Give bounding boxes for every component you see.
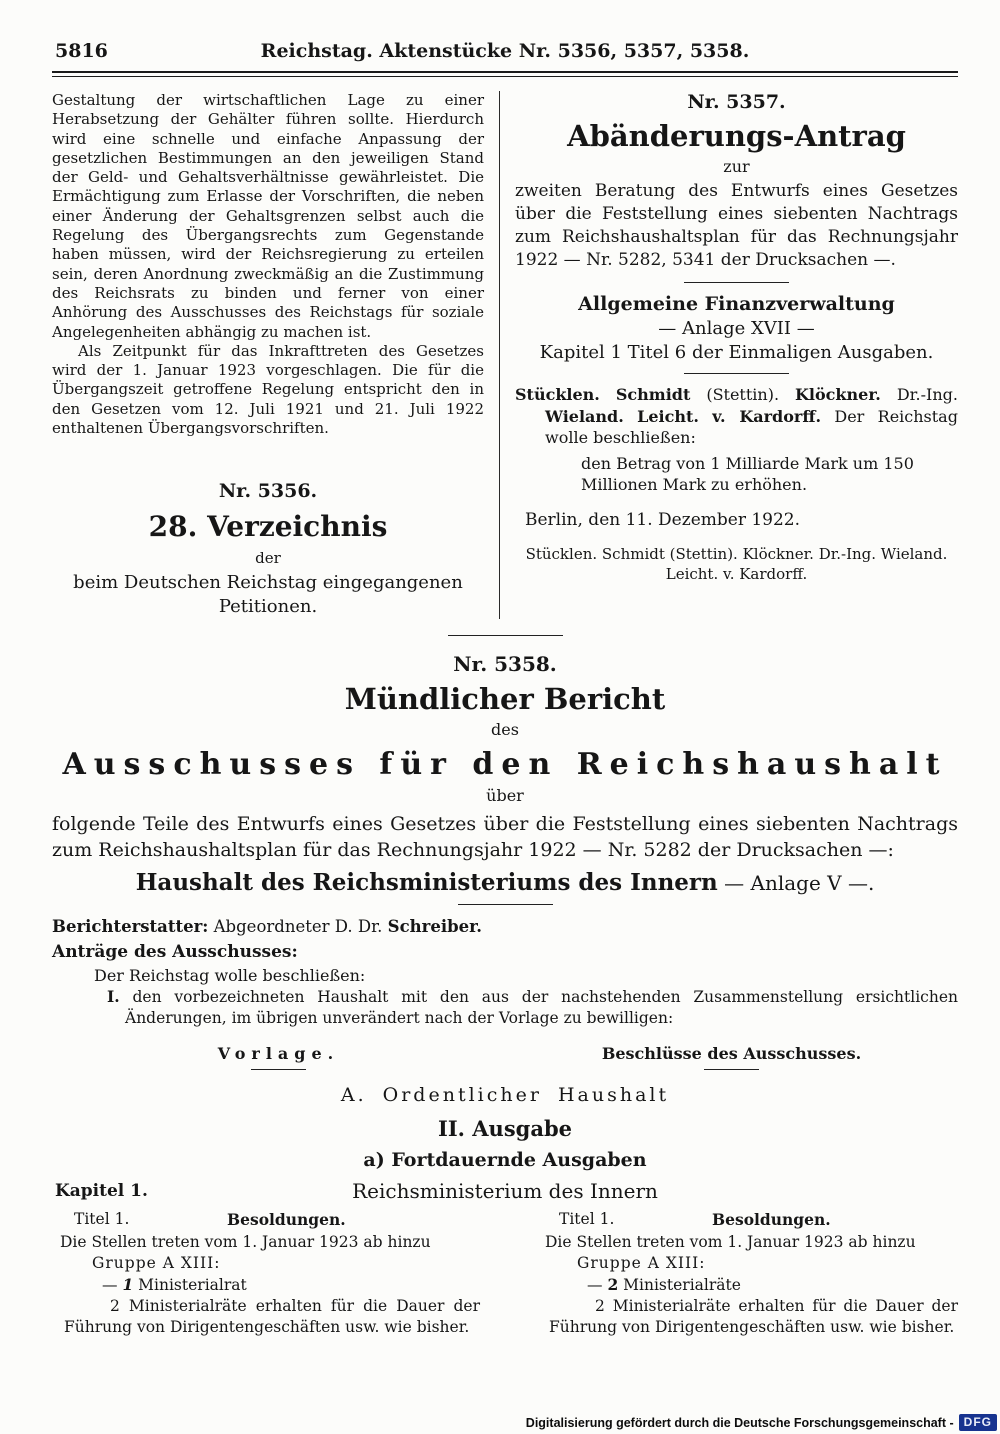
doc-5358-number: Nr. 5358.: [453, 652, 557, 677]
signature-line-2: Leicht. v. Kardorff.: [665, 564, 808, 583]
position-count: 2: [607, 1275, 619, 1295]
resolution-text: den Betrag von 1 Milliarde Mark um 150 Millionen Mark zu erhöhen.: [581, 453, 914, 494]
position-note: 2 Ministerialräte erhalten für die Dauer der Führung von Dirigentengeschäften usw. wie bisher.: [64, 1297, 480, 1337]
stellen-line: Die Stellen treten vom 1. Januar 1923 ab hinzu: [60, 1233, 431, 1252]
mover-city: (Stettin).: [706, 385, 780, 404]
motion-item-1-text: den vorbezeichneten Haushalt mit den aus der nachstehenden Zusammenstellung ersichtlichen Änderungen, im übrigen unverändert nach der Vorlage zu bewilligen:: [119, 988, 958, 1027]
doc-5357-title: Abänderungs-Antrag: [567, 119, 906, 153]
left-column: [52, 91, 499, 619]
position-title: Ministerialräte: [618, 1276, 741, 1295]
beschliessen-line: Der Reichstag wolle beschließen:: [94, 966, 366, 986]
antraege-heading: Anträge des Ausschusses:: [52, 942, 298, 963]
doc-5356-der: der: [255, 549, 281, 568]
doc-5358-des: des: [491, 720, 519, 740]
besoldungen-label: Besoldungen.: [227, 1210, 346, 1230]
paragraph-inkrafttreten: Als Zeitpunkt für das Inkrafttreten des Gesetzes wird der 1. Januar 1923 vorgeschlagen. Die für die Übergangszeit getroffene Regelung entspricht den in den Gesetzen vom 12. Juli 1921 und 21. Juli 1922 enthaltenen Übergangsvorschriften.: [52, 341, 484, 438]
date-line: Berlin, den 11. Dezember 1922.: [525, 509, 801, 530]
doc-5357-number: Nr. 5357.: [687, 91, 786, 113]
beschluesse-header: Beschlüsse des Ausschusses.: [601, 1044, 862, 1064]
page-title: Reichstag. Aktenstücke Nr. 5356, 5357, 5358.: [260, 40, 750, 62]
mover-title: Dr.-Ing.: [896, 385, 958, 404]
titel-label: Titel 1.: [74, 1210, 130, 1229]
committee-heading: Ausschusses für den Reichshaushalt: [62, 747, 948, 783]
section-a-sub-heading: a) Fortdauernde Ausgaben: [363, 1149, 647, 1172]
mover-name: Stücklen.: [515, 385, 600, 404]
doc-5356-number: Nr. 5356.: [218, 480, 318, 503]
haushalt-heading: [52, 869, 958, 896]
motion-lead: Der Reichstag wolle beschließen:: [545, 406, 958, 447]
ministerium-heading: Reichsministerium des Innern: [352, 1179, 658, 1204]
doc-5358-title: Mündlicher Bericht: [344, 682, 666, 717]
besoldungen-label: Besoldungen.: [712, 1210, 831, 1230]
mover-name: Klöckner.: [795, 385, 881, 404]
berichterstatter-mid: Abgeordneter D. Dr.: [208, 917, 388, 937]
continuation-paragraph: Gestaltung der wirtschaftlichen Lage zu einer Herabsetzung der Gehälter führen sollte. Hierdurch wird eine schnelle und einfache Anpassung der gesetzlichen Bestimmungen an den jeweiligen Stand der Geld- und Gehaltsverhältnisse gewährleistet. Die Ermächtigung zum Erlasse der Vorschriften, die neben einer Änderung der Gehaltsgrenzen selbst auch die Regelung des Übergangsrechts zum Gegenstande haben müssen, wird der Reichsregierung zu erteilen sein, deren Anordnung zweckmäßig an die Zustimmung des Reichsrats zu binden und ferner von einer Anhörung des Ausschusses des Reichstags für soziale Angelegenheiten abhängig zu machen ist.: [52, 91, 484, 341]
stellen-line: Die Stellen treten vom 1. Januar 1923 ab hinzu: [545, 1233, 916, 1252]
digitization-footer: [526, 1414, 997, 1431]
position-count: 1: [122, 1275, 134, 1295]
kapitel-row: [52, 1179, 958, 1205]
doc-5356-subtitle: beim Deutschen Reichstag eingegangenen Petitionen.: [73, 572, 463, 618]
mover-name: Schmidt: [615, 385, 691, 404]
mover-name: Leicht.: [637, 406, 699, 426]
header-double-rule: [52, 71, 958, 77]
signature-block: [515, 544, 958, 584]
digitization-credit: Digitalisierung gefördert durch die Deutsche Forschungsgemeinschaft -: [525, 1415, 954, 1430]
doc-5357-zur: zur: [723, 157, 750, 176]
doc-5356-title: 28. Verzeichnis: [148, 510, 388, 544]
running-head: [52, 40, 958, 66]
short-rule: [458, 904, 553, 905]
doc-5358-intro: folgende Teile des Entwurfs eines Gesetzes über die Feststellung eines siebenten Nachtrags zum Reichshaushaltsplan für das Rechnungsjahr 1922 — Nr. 5282 der Drucksachen —:: [52, 813, 958, 862]
vorlage-column: [52, 1209, 505, 1338]
motion-item-1-number: I.: [107, 987, 120, 1007]
gruppe-line: Gruppe A XIII:: [577, 1254, 706, 1273]
motion-item-1: [107, 987, 958, 1028]
signature-line-1: Stücklen. Schmidt (Stettin). Klöckner. Dr.-Ing. Wieland.: [525, 544, 948, 563]
gruppe-line: Gruppe A XIII:: [92, 1254, 221, 1273]
berichterstatter-line: [52, 917, 958, 936]
mover-name: v. Kardorff.: [712, 406, 822, 426]
titel-row: [52, 1209, 480, 1232]
anlage-xvii-line: — Anlage XVII —: [658, 318, 815, 339]
dash: —: [587, 1276, 608, 1295]
vorlage-header-cell: [52, 1044, 505, 1070]
mover-name: Wieland.: [545, 406, 624, 426]
doc-5358-ueber: über: [486, 786, 524, 806]
short-rule: [704, 1069, 759, 1070]
doc-5356: [52, 480, 484, 619]
short-rule: [684, 282, 789, 283]
comparison-columns: [52, 1209, 958, 1338]
doc-5357-intro: zweiten Beratung des Entwurfs eines Gesetzes über die Feststellung eines siebenten Nachtrags zum Reichshaushaltsplan für das Rechnungsjahr 1922 — Nr. 5282, 5341 der Drucksachen —.: [515, 181, 958, 270]
berichterstatter-name: Schreiber.: [387, 917, 483, 937]
haushalt-anlage: — Anlage V —.: [717, 871, 875, 896]
page-number: 5816: [55, 40, 108, 62]
comparison-column-headers: [52, 1044, 958, 1070]
beschluesse-column: [505, 1209, 958, 1338]
dfg-logo: DFG: [959, 1414, 997, 1431]
right-column: [500, 91, 958, 619]
short-rule: [684, 373, 789, 374]
titel-row: [537, 1209, 958, 1232]
kapitel-titel-line: Kapitel 1 Titel 6 der Einmaligen Ausgaben.: [539, 342, 934, 363]
position-line: [52, 1274, 480, 1296]
haushalt-title: Haushalt des Reichsministeriums des Innern: [135, 869, 718, 897]
kapitel-label: Kapitel 1.: [55, 1181, 148, 1202]
doc-5358: [52, 652, 958, 1338]
section-ii-heading: II. Ausgabe: [438, 1116, 572, 1142]
movers-paragraph: [515, 384, 958, 449]
position-note: 2 Ministerialräte erhalten für die Dauer der Führung von Dirigentengeschäften usw. wie bisher.: [549, 1297, 958, 1337]
two-column-region: [52, 91, 958, 619]
berichterstatter-label: Berichterstatter:: [52, 917, 209, 937]
dash: —: [102, 1276, 123, 1295]
titel-label: Titel 1.: [559, 1210, 615, 1229]
finanzverwaltung-heading: Allgemeine Finanzverwaltung: [578, 293, 895, 315]
position-line: [537, 1274, 958, 1296]
section-a-heading: A. Ordentlicher Haushalt: [340, 1084, 670, 1107]
position-title: Ministerialrat: [133, 1276, 247, 1295]
section-separator-rule: [448, 635, 563, 636]
vorlage-header: Vorlage.: [217, 1044, 340, 1064]
beschluesse-header-cell: [505, 1044, 958, 1070]
short-rule: [251, 1069, 306, 1070]
